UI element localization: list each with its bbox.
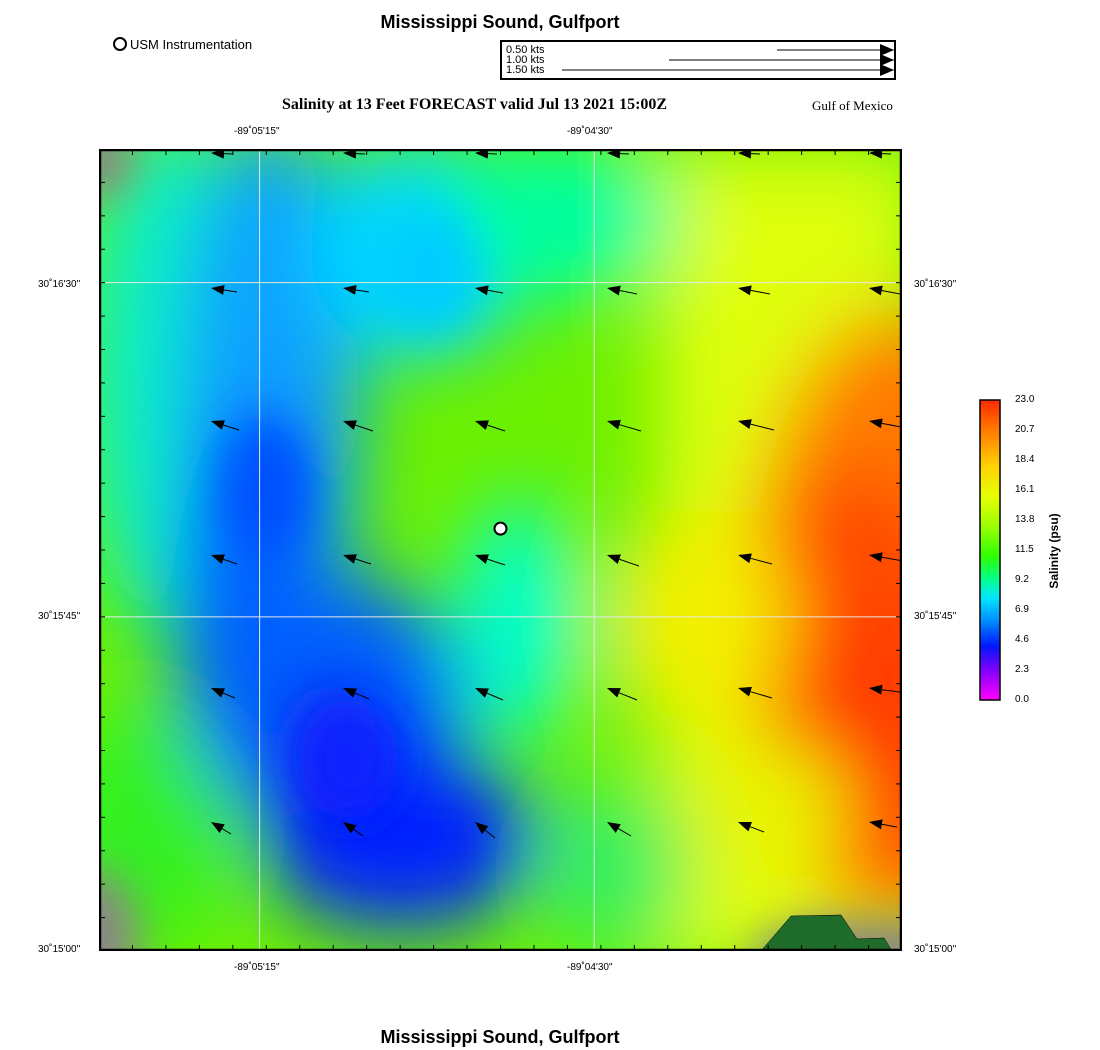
- colorbar-tick-label: 20.7: [1015, 424, 1035, 435]
- lat-tick-left: 30˚15'00": [38, 944, 81, 955]
- usm-legend-label: USM Instrumentation: [130, 37, 253, 52]
- lat-tick-right: 30˚15'00": [914, 944, 957, 955]
- lat-tick-right: 30˚16'30": [914, 279, 957, 290]
- colorbar-tick-label: 18.4: [1015, 454, 1035, 465]
- current-speed-legend: [500, 40, 896, 80]
- forecast-subtitle: Salinity at 13 Feet FORECAST valid Jul 13 2021 15:00Z: [282, 96, 668, 113]
- lat-tick-right: 30˚15'45": [914, 611, 957, 622]
- usm-station-marker[interactable]: [495, 523, 507, 535]
- colorbar-tick-label: 13.8: [1015, 514, 1035, 525]
- lon-tick-top: -89˚04'30": [567, 126, 613, 137]
- colorbar-title: Salinity (psu): [1047, 513, 1061, 589]
- lat-tick-left: 30˚15'45": [38, 611, 81, 622]
- lon-tick-bottom: -89˚04'30": [567, 962, 613, 973]
- footer-title: Mississippi Sound, Gulfport: [380, 1027, 620, 1047]
- lon-tick-top: -89˚05'15": [234, 126, 280, 137]
- colorbar-tick-label: 11.5: [1015, 544, 1034, 555]
- speed-legend-label: 0.50 kts: [506, 44, 545, 56]
- salinity-map[interactable]: [99, 149, 902, 951]
- colorbar-tick-label: 4.6: [1015, 634, 1029, 645]
- salinity-colorbar: [978, 398, 1002, 702]
- speed-legend-arrows: [502, 42, 894, 78]
- colorbar-tick-label: 6.9: [1015, 604, 1029, 615]
- speed-legend-label: 1.50 kts: [506, 64, 545, 76]
- colorbar-tick-label: 9.2: [1015, 574, 1029, 585]
- colorbar-tick-label: 16.1: [1015, 484, 1035, 495]
- colorbar-tick-label: 2.3: [1015, 664, 1029, 675]
- usm-legend: [113, 37, 252, 52]
- speed-legend-label: 1.00 kts: [506, 54, 545, 66]
- colorbar-tick-label: 0.0: [1015, 694, 1029, 705]
- colorbar-tick-label: 23.0: [1015, 394, 1035, 405]
- lat-tick-left: 30˚16'30": [38, 279, 81, 290]
- station-marker-icon: [113, 37, 127, 51]
- region-label: Gulf of Mexico: [812, 98, 893, 113]
- lon-tick-bottom: -89˚05'15": [234, 962, 280, 973]
- map-title: Mississippi Sound, Gulfport: [380, 12, 620, 32]
